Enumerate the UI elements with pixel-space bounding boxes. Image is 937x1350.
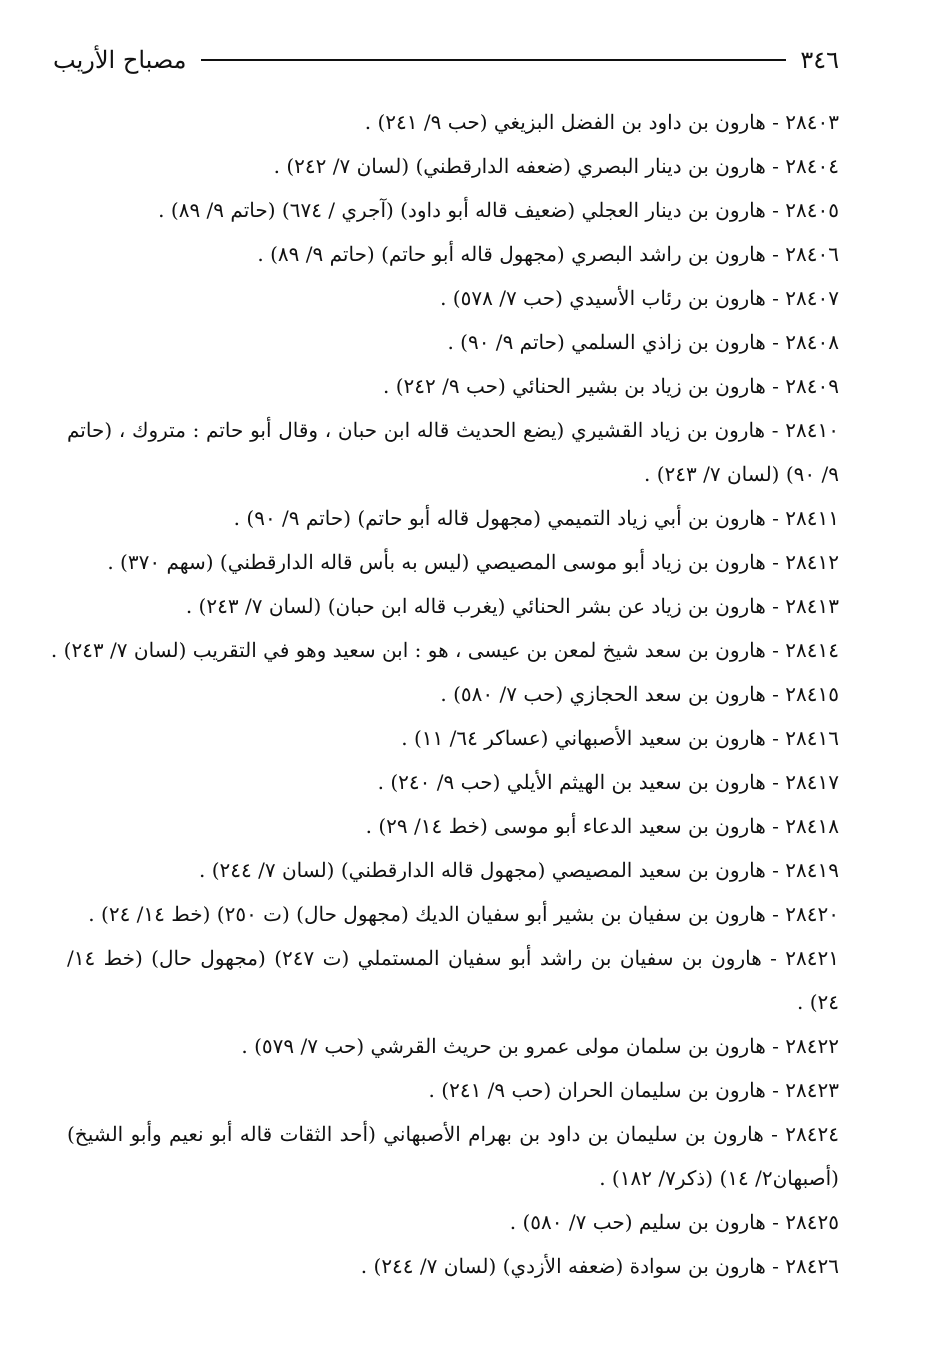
entry-text: هارون بن دينار البصري (ضعفه الدارقطني) (لسان ٧/ ٢٤٢) . xyxy=(273,154,766,178)
entry-28423: ٢٨٤٢٣ - هارون بن سليمان الحران (حب ٩/ ٢٤١) . xyxy=(428,1078,839,1102)
entry-text: هارون بن سعد شيخ لمعن بن عيسى ، هو : ابن سعيد وهو في التقريب (لسان ٧/ ٢٤٣) . xyxy=(50,638,766,662)
entry-number: ٢٨٤١٩ xyxy=(785,858,839,882)
entry-text: هارون بن سعيد المصيصي (مجهول قاله الدارقطني) (لسان ٧/ ٢٤٤) . xyxy=(198,858,766,882)
entry-number: ٢٨٤٢٥ xyxy=(785,1210,839,1234)
entry-number: ٢٨٤٠٩ xyxy=(785,374,839,398)
entry-text: هارون بن زياد أبو موسى المصيصي (ليس به بأس قاله الدارقطني) (سهم ٣٧٠) . xyxy=(107,550,766,574)
entry-28407: ٢٨٤٠٧ - هارون بن رئاب الأسيدي (حب ٧/ ٥٧٨) . xyxy=(440,286,839,310)
entry-28404: ٢٨٤٠٤ - هارون بن دينار البصري (ضعفه الدارقطني) (لسان ٧/ ٢٤٢) . xyxy=(273,154,839,178)
book-title: مصباح الأريب xyxy=(53,46,187,74)
entry-28405: ٢٨٤٠٥ - هارون بن دينار العجلي (ضعيف قاله أبو داود) (آجري / ٦٧٤) (حاتم ٩/ ٨٩) . xyxy=(158,198,839,222)
entry-28403: ٢٨٤٠٣ - هارون بن داود بن الفضل البزيغي (حب ٩/ ٢٤١) . xyxy=(364,110,839,134)
entry-number: ٢٨٤٠٣ xyxy=(785,110,839,134)
entry-28408: ٢٨٤٠٨ - هارون بن زاذي السلمي (حاتم ٩/ ٩٠) . xyxy=(447,330,839,354)
entry-number: ٢٨٤٢٣ xyxy=(785,1078,839,1102)
entry-number: ٢٨٤٠٨ xyxy=(785,330,839,354)
entry-28422: ٢٨٤٢٢ - هارون بن سلمان مولى عمرو بن حريث القرشي (حب ٧/ ٥٧٩) . xyxy=(241,1034,839,1058)
entry-text: هارون بن سليمان بن داود بن بهرام الأصبهاني (أحد الثقات قاله أبو نعيم وأبو الشيخ) (أصبهان٢/ ١٤) (ذكر٧/ ١٨٢) . xyxy=(67,1122,839,1190)
entry-28420: ٢٨٤٢٠ - هارون بن سفيان بن بشير أبو سفيان الديك (مجهول حال) (ت ٢٥٠) (خط ١٤/ ٢٤) . xyxy=(88,902,839,926)
page-header xyxy=(53,36,839,84)
entry-28419: ٢٨٤١٩ - هارون بن سعيد المصيصي (مجهول قاله الدارقطني) (لسان ٧/ ٢٤٤) . xyxy=(198,858,839,882)
entry-28406: ٢٨٤٠٦ - هارون بن راشد البصري (مجهول قاله أبو حاتم) (حاتم ٩/ ٨٩) . xyxy=(257,242,839,266)
entry-text: هارون بن دينار العجلي (ضعيف قاله أبو داود) (آجري / ٦٧٤) (حاتم ٩/ ٨٩) . xyxy=(158,198,766,222)
entry-number: ٢٨٤١٨ xyxy=(785,814,839,838)
entry-text: هارون بن أبي زياد التميمي (مجهول قاله أبو حاتم) (حاتم ٩/ ٩٠) . xyxy=(233,506,766,530)
entry-number: ٢٨٤١٠ xyxy=(785,418,839,442)
entry-number: ٢٨٤١٧ xyxy=(785,770,839,794)
entry-number: ٢٨٤٠٤ xyxy=(785,154,839,178)
entry-number: ٢٨٤٠٥ xyxy=(785,198,839,222)
entry-28412: ٢٨٤١٢ - هارون بن زياد أبو موسى المصيصي (ليس به بأس قاله الدارقطني) (سهم ٣٧٠) . xyxy=(107,550,839,574)
entry-text: هارون بن سفيان بن بشير أبو سفيان الديك (مجهول حال) (ت ٢٥٠) (خط ١٤/ ٢٤) . xyxy=(88,902,766,926)
entry-28411: ٢٨٤١١ - هارون بن أبي زياد التميمي (مجهول قاله أبو حاتم) (حاتم ٩/ ٩٠) . xyxy=(233,506,839,530)
entry-text: هارون بن سوادة (ضعفه الأزدي) (لسان ٧/ ٢٤٤) . xyxy=(360,1254,766,1278)
entry-text: هارون بن زياد عن بشر الحنائي (يغرب قاله ابن حبان) (لسان ٧/ ٢٤٣) . xyxy=(185,594,766,618)
entry-text: هارون بن سلمان مولى عمرو بن حريث القرشي (حب ٧/ ٥٧٩) . xyxy=(241,1034,766,1058)
entry-28414: ٢٨٤١٤ - هارون بن سعد شيخ لمعن بن عيسى ، هو : ابن سعيد وهو في التقريب (لسان ٧/ ٢٤٣) . xyxy=(50,638,839,662)
entry-28409: ٢٨٤٠٩ - هارون بن زياد بن بشير الحنائي (حب ٩/ ٢٤٢) . xyxy=(383,374,839,398)
entry-number: ٢٨٤٢٤ xyxy=(785,1122,839,1146)
entry-number: ٢٨٤٠٦ xyxy=(785,242,839,266)
page-number: ٣٤٦ xyxy=(800,46,839,74)
entry-28425: ٢٨٤٢٥ - هارون بن سليم (حب ٧/ ٥٨٠) . xyxy=(509,1210,839,1234)
entry-number: ٢٨٤٢١ xyxy=(785,946,839,970)
entry-28418: ٢٨٤١٨ - هارون بن سعيد الدعاء أبو موسى (خط ١٤/ ٢٩) . xyxy=(365,814,839,838)
entry-28424: ٢٨٤٢٤ - هارون بن سليمان بن داود بن بهرام الأصبهاني (أحد الثقات قاله أبو نعيم وأبو الشيخ) (أصبهان٢/ ١٤) (ذكر٧/ ١٨٢) . xyxy=(67,1122,839,1190)
entry-28417: ٢٨٤١٧ - هارون بن سعيد بن الهيثم الأيلي (حب ٩/ ٢٤٠) . xyxy=(377,770,839,794)
entry-text: هارون بن سعيد الأصبهاني (عساكر ٦٤/ ١١) . xyxy=(401,726,766,750)
entry-text: هارون بن سعد الحجازي (حب ٧/ ٥٨٠) . xyxy=(440,682,766,706)
entry-28421: ٢٨٤٢١ - هارون بن سفيان بن راشد أبو سفيان المستملي (ت ٢٤٧) (مجهول حال) (خط ١٤/ ٢٤) . xyxy=(67,946,839,1014)
entry-text: هارون بن سليم (حب ٧/ ٥٨٠) . xyxy=(509,1210,766,1234)
entry-text: هارون بن سعيد بن الهيثم الأيلي (حب ٩/ ٢٤٠) . xyxy=(377,770,766,794)
entry-28415: ٢٨٤١٥ - هارون بن سعد الحجازي (حب ٧/ ٥٨٠) . xyxy=(440,682,839,706)
entry-number: ٢٨٤٢٢ xyxy=(785,1034,839,1058)
entry-number: ٢٨٤١١ xyxy=(785,506,839,530)
entry-text: هارون بن رئاب الأسيدي (حب ٧/ ٥٧٨) . xyxy=(440,286,766,310)
entry-list xyxy=(50,100,839,1288)
entry-number: ٢٨٤٢٦ xyxy=(785,1254,839,1278)
entry-number: ٢٨٤١٤ xyxy=(785,638,839,662)
entry-28426: ٢٨٤٢٦ - هارون بن سوادة (ضعفه الأزدي) (لسان ٧/ ٢٤٤) . xyxy=(360,1254,839,1278)
entry-text: هارون بن سعيد الدعاء أبو موسى (خط ١٤/ ٢٩) . xyxy=(365,814,766,838)
entry-text: هارون بن زياد القشيري (يضع الحديث قاله ابن حبان ، وقال أبو حاتم : متروك ، (حاتم ٩/ ٩٠) (لسان ٧/ ٢٤٣) . xyxy=(67,418,839,486)
entry-number: ٢٨٤١٣ xyxy=(785,594,839,618)
entry-number: ٢٨٤١٦ xyxy=(785,726,839,750)
entry-text: هارون بن سليمان الحران (حب ٩/ ٢٤١) . xyxy=(428,1078,766,1102)
entry-number: ٢٨٤١٢ xyxy=(785,550,839,574)
entry-number: ٢٨٤٢٠ xyxy=(785,902,839,926)
entry-number: ٢٨٤١٥ xyxy=(785,682,839,706)
entry-28413: ٢٨٤١٣ - هارون بن زياد عن بشر الحنائي (يغرب قاله ابن حبان) (لسان ٧/ ٢٤٣) . xyxy=(185,594,839,618)
entry-text: هارون بن زاذي السلمي (حاتم ٩/ ٩٠) . xyxy=(447,330,766,354)
entry-text: هارون بن داود بن الفضل البزيغي (حب ٩/ ٢٤١) . xyxy=(364,110,766,134)
entry-number: ٢٨٤٠٧ xyxy=(785,286,839,310)
entry-text: هارون بن سفيان بن راشد أبو سفيان المستملي (ت ٢٤٧) (مجهول حال) (خط ١٤/ ٢٤) . xyxy=(67,946,839,1014)
entry-text: هارون بن راشد البصري (مجهول قاله أبو حاتم) (حاتم ٩/ ٨٩) . xyxy=(257,242,766,266)
header-rule xyxy=(201,59,787,61)
entry-28416: ٢٨٤١٦ - هارون بن سعيد الأصبهاني (عساكر ٦٤/ ١١) . xyxy=(401,726,839,750)
entry-28410: ٢٨٤١٠ - هارون بن زياد القشيري (يضع الحديث قاله ابن حبان ، وقال أبو حاتم : متروك ، (حاتم ٩/ ٩٠) (لسان ٧/ ٢٤٣) . xyxy=(67,418,839,486)
entry-text: هارون بن زياد بن بشير الحنائي (حب ٩/ ٢٤٢) . xyxy=(383,374,766,398)
